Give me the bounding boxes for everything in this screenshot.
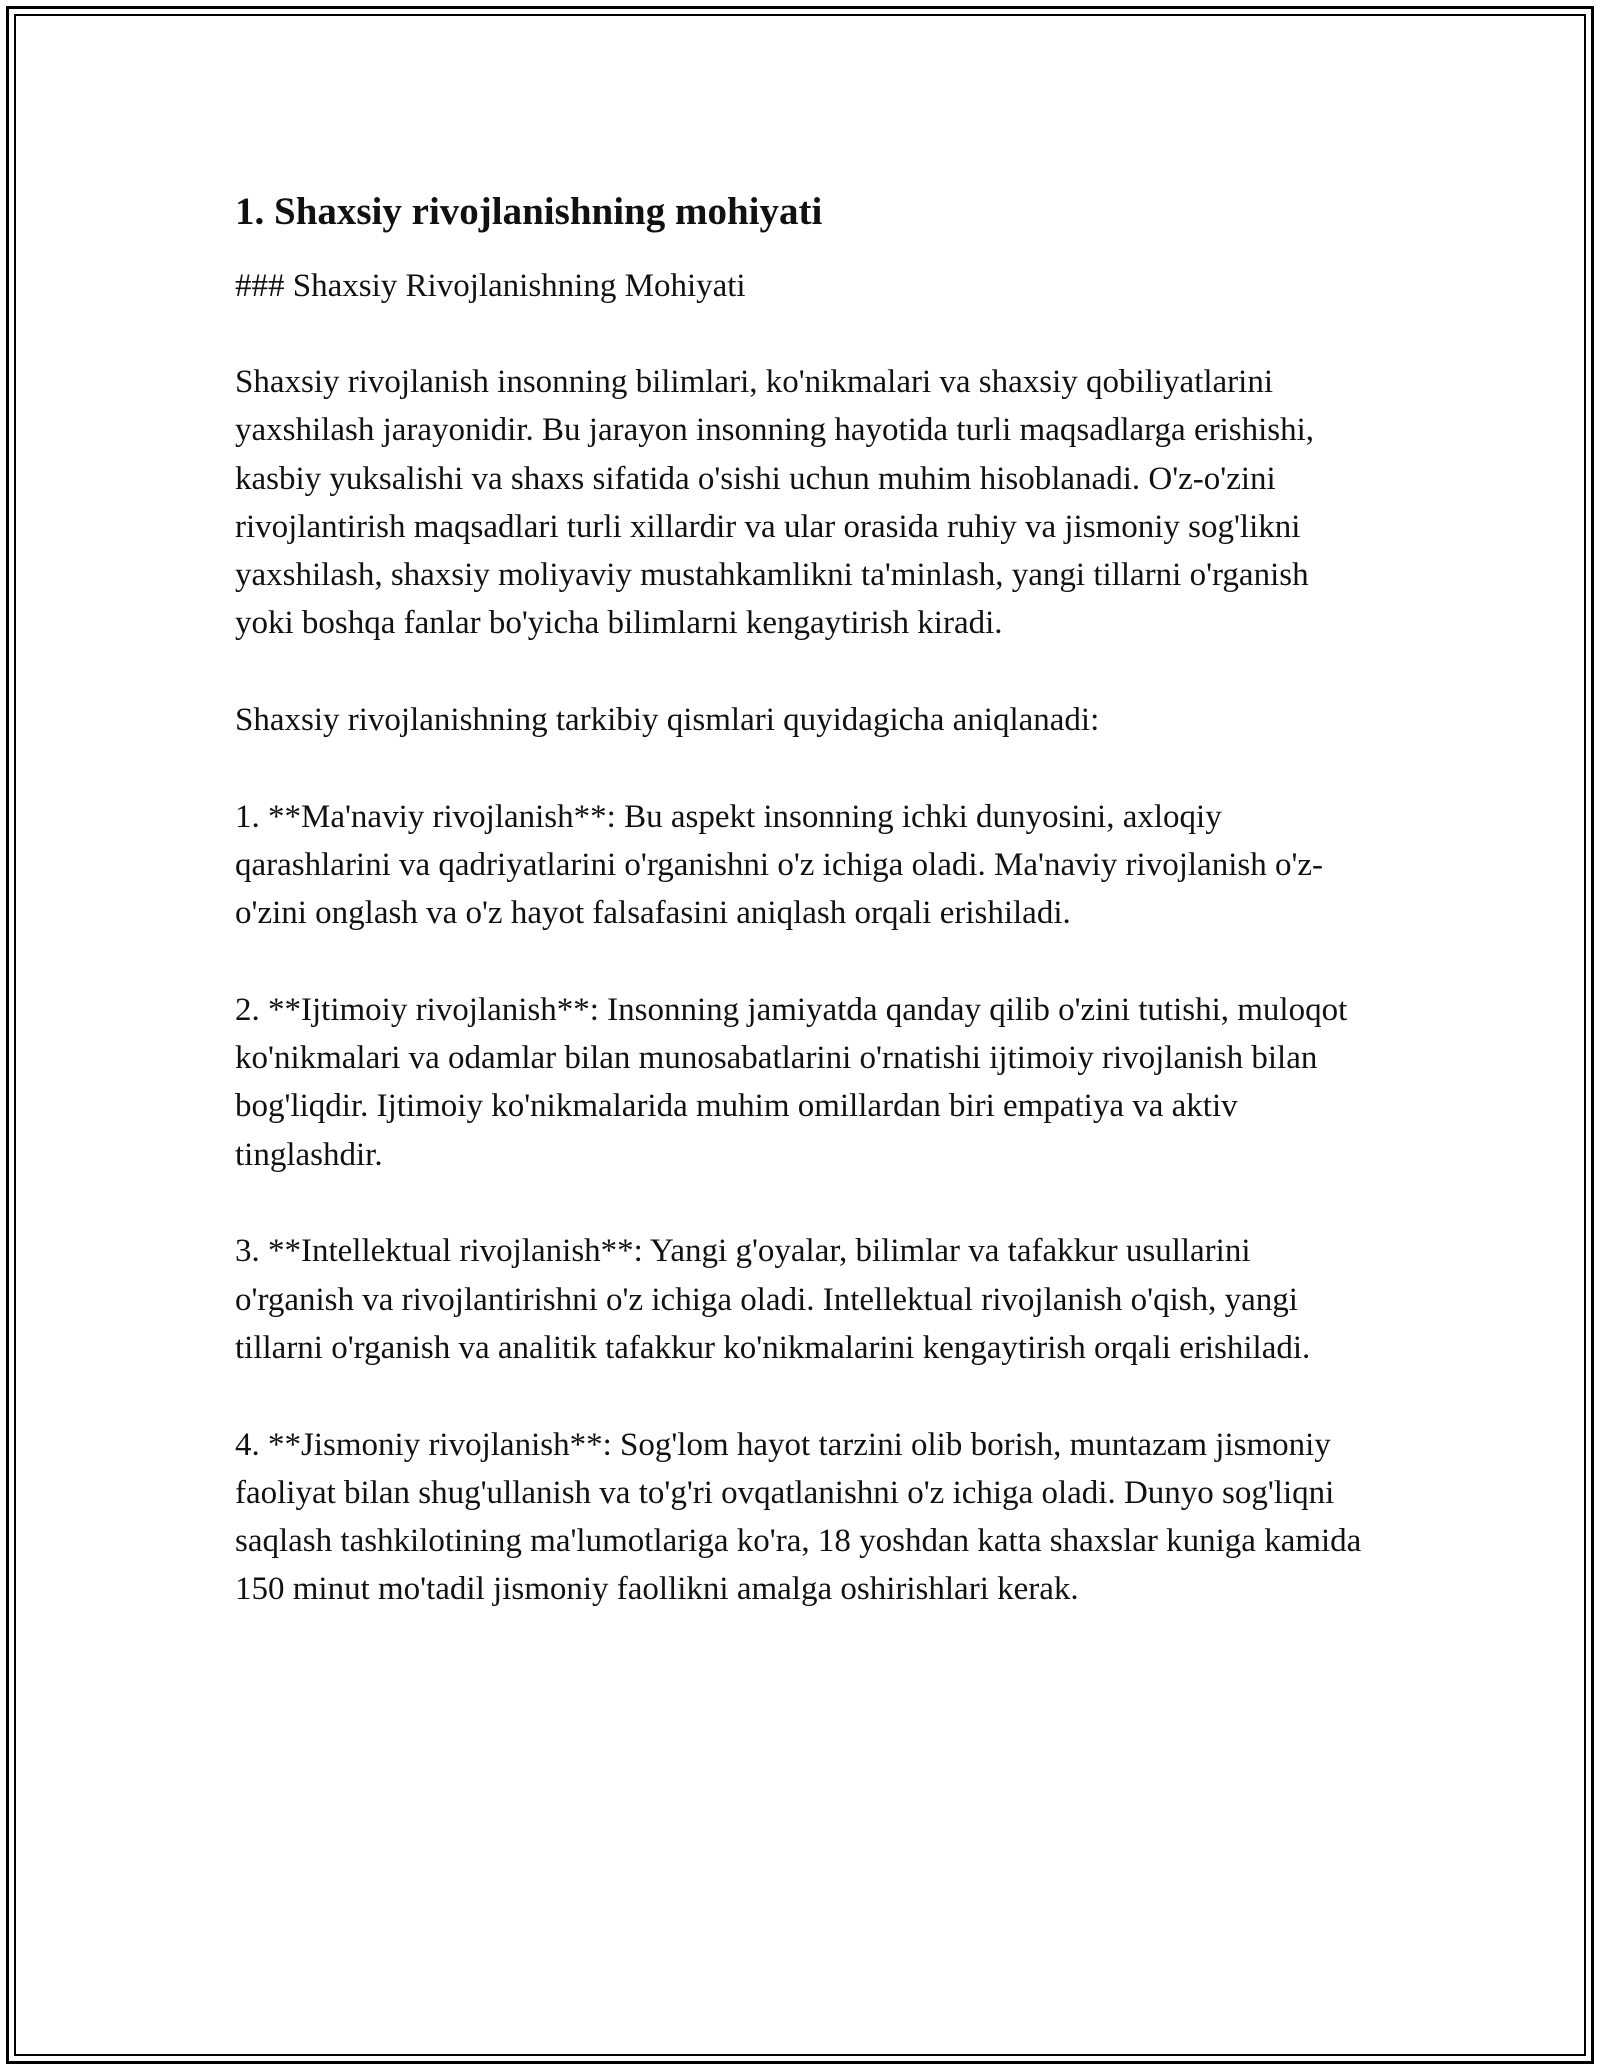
intro-paragraph: Shaxsiy rivojlanish insonning bilimlari, ko'nikmalari va shaxsiy qobiliyatlarini yaxshilash jarayonidir. Bu jarayon insonning hayotida turli maqsadlarga erishishi, kasbiy yuksalishi va shaxs sifatida o'sishi uchun muhim hisoblanadi. O'z-o'zini rivojlantirish maqsadlari turli xillardir va ular orasida ruhiy va jismoniy sog'likni yaxshilash, shaxsiy moliyaviy mustahkamlikni ta'minlash, yangi tillarni o'rganish yoki boshqa fanlar bo'yicha bilimlarni kengaytirish kiradi. bbox=[235, 364, 1315, 642]
list-item-spiritual: 1. **Ma'naviy rivojlanish**: Bu aspekt insonning ichki dunyosini, axloqiy qarashlarini va qadriyatlarini o'rganishni o'z ichiga oladi. Ma'naviy rivojlanish o'z-o'zini onglash va o'z hayot falsafasini aniqlash orqali erishiladi. bbox=[235, 798, 1324, 932]
list-item-physical: 4. **Jismoniy rivojlanish**: Sog'lom hayot tarzini olib borish, muntazam jismoniy faoliyat bilan shug'ullanish va to'g'ri ovqatlanishni o'z ichiga oladi. Dunyo sog'liqni saqlash tashkilotining ma'lumotlariga ko'ra, 18 yoshdan katta shaxslar kuniga kamida 150 minut mo'tadil jismoniy faollikni amalga oshirishlari kerak. bbox=[235, 1426, 1362, 1608]
document-body bbox=[235, 188, 1365, 1662]
page-title: 1. Shaxsiy rivojlanishning mohiyati bbox=[235, 190, 823, 233]
components-intro-paragraph: Shaxsiy rivojlanishning tarkibiy qismlari quyidagicha aniqlanadi: bbox=[235, 702, 1100, 739]
list-item-social: 2. **Ijtimoiy rivojlanish**: Insonning jamiyatda qanday qilib o'zini tutishi, muloqot ko'nikmalari va odamlar bilan munosabatlarini o'rnatishi ijtimoiy rivojlanish bilan bog'liqdir. Ijtimoiy ko'nikmalarida muhim omillardan biri empatiya va aktiv tinglashdir. bbox=[235, 991, 1348, 1173]
section-subheading: ### Shaxsiy Rivojlanishning Mohiyati bbox=[235, 268, 746, 304]
list-item-intellectual: 3. **Intellektual rivojlanish**: Yangi g'oyalar, bilimlar va tafakkur usullarini o'rganish va rivojlantirishni o'z ichiga oladi. Intellektual rivojlanish o'qish, yangi tillarni o'rganish va analitik tafakkur ko'nikmalarini kengaytirish orqali erishiladi. bbox=[235, 1233, 1311, 1366]
